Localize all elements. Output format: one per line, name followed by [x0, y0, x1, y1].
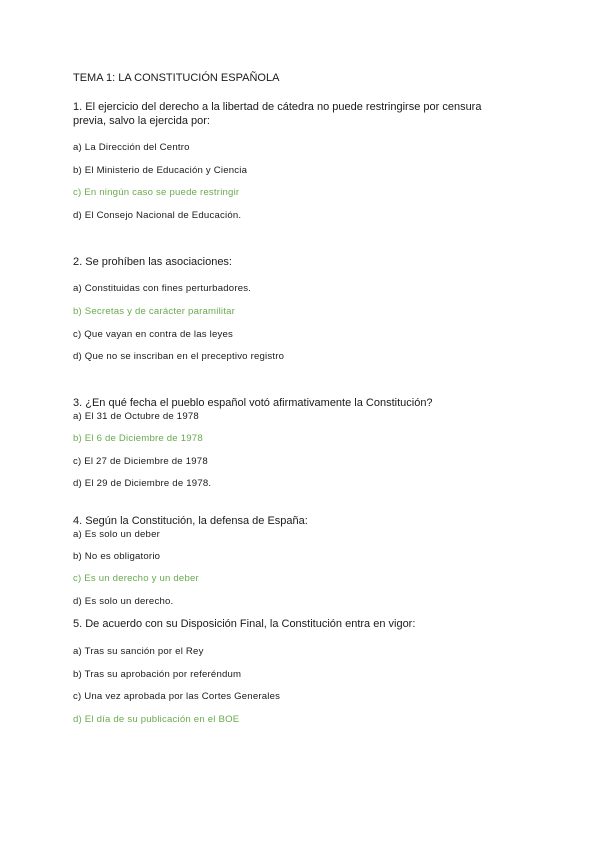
q1-option-a: a) La Dirección del Centro — [73, 142, 190, 153]
q2-option-c: c) Que vayan en contra de las leyes — [73, 329, 234, 340]
question-1-text-line-2: previa, salvo la ejercida por: — [73, 115, 210, 127]
q5-option-b: b) Tras su aprobación por referéndum — [73, 669, 242, 680]
q3-option-c: c) El 27 de Diciembre de 1978 — [73, 456, 208, 467]
q5-option-d-correct: d) El día de su publicación en el BOE — [73, 714, 240, 725]
document-title: TEMA 1: LA CONSTITUCIÓN ESPAÑOLA — [73, 72, 280, 84]
q5-option-c: c) Una vez aprobada por las Cortes Generales — [73, 691, 281, 702]
q5-option-a: a) Tras su sanción por el Rey — [73, 646, 204, 657]
question-1-text-line-1: 1. El ejercicio del derecho a la libertad de cátedra no puede restringirse por censura — [73, 101, 482, 113]
q2-option-a: a) Constituidas con fines perturbadores. — [73, 283, 252, 294]
q2-option-b-correct: b) Secretas y de carácter paramilitar — [73, 306, 236, 317]
q4-option-d: d) Es solo un derecho. — [73, 596, 174, 607]
question-3-text: 3. ¿En qué fecha el pueblo español votó afirmativamente la Constitución? — [73, 397, 433, 409]
q3-option-d: d) El 29 de Diciembre de 1978. — [73, 478, 212, 489]
q1-option-d: d) El Consejo Nacional de Educación. — [73, 210, 242, 221]
q2-option-d: d) Que no se inscriban en el preceptivo registro — [73, 351, 285, 362]
question-5-text: 5. De acuerdo con su Disposición Final, la Constitución entra en vigor: — [73, 618, 416, 630]
question-4-text: 4. Según la Constitución, la defensa de España: — [73, 515, 308, 527]
q4-option-c-correct: c) Es un derecho y un deber — [73, 573, 199, 584]
q1-option-b: b) El Ministerio de Educación y Ciencia — [73, 165, 248, 176]
q3-option-b-correct: b) El 6 de Diciembre de 1978 — [73, 433, 203, 444]
q4-option-b: b) No es obligatorio — [73, 551, 161, 562]
question-2-text: 2. Se prohíben las asociaciones: — [73, 256, 232, 268]
q3-option-a: a) El 31 de Octubre de 1978 — [73, 411, 199, 422]
q4-option-a: a) Es solo un deber — [73, 529, 160, 540]
q1-option-c-correct: c) En ningún caso se puede restringir — [73, 187, 240, 198]
